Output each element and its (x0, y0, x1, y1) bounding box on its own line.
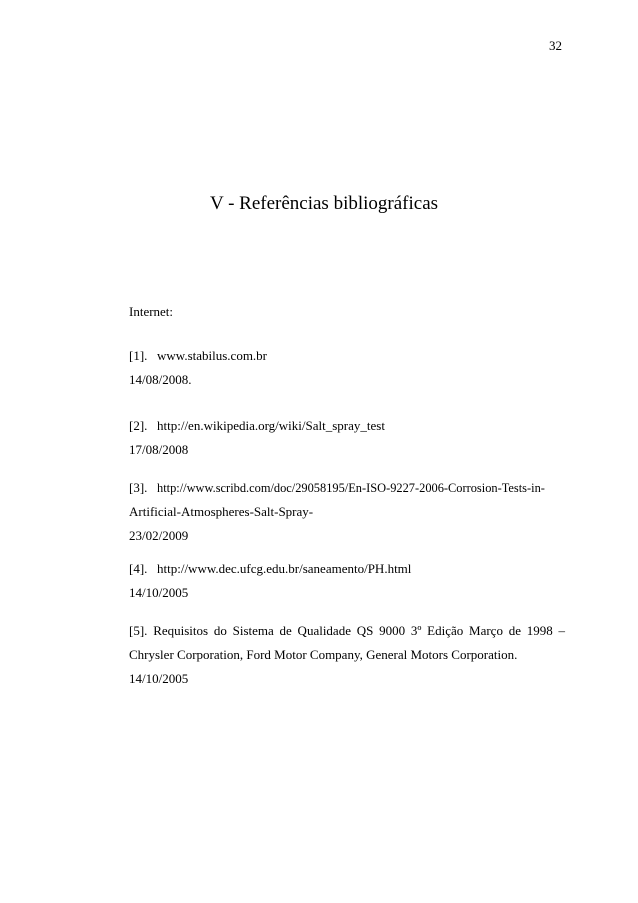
reference-3-link-continued[interactable]: Artificial-Atmospheres-Salt-Spray- (129, 504, 314, 519)
reference-3-number: [3]. (129, 480, 148, 495)
reference-3-date: 23/02/2009 (129, 528, 189, 543)
reference-2 (129, 414, 565, 462)
reference-1-line-1 (129, 344, 565, 368)
reference-4-link[interactable]: http://www.dec.ufcg.edu.br/saneamento/PH.html (157, 561, 412, 576)
reference-5 (129, 619, 565, 691)
page-title: V - Referências bibliográficas (209, 193, 439, 214)
reference-3-link[interactable]: http://www.scribd.com/doc/29058195/En-ISO-9227-2006-Corrosion-Tests-in- (157, 481, 545, 495)
reference-1-number: [1]. (129, 348, 148, 363)
reference-2-line-1 (129, 414, 565, 438)
reference-1-link[interactable]: www.stabilus.com.br (157, 348, 268, 363)
reference-1-date: 14/08/2008. (129, 372, 192, 387)
reference-4-line-1 (129, 557, 565, 581)
reference-3 (129, 476, 565, 548)
reference-5-number: [5]. (129, 623, 148, 638)
reference-4-number: [4]. (129, 561, 148, 576)
reference-2-date: 17/08/2008 (129, 442, 189, 457)
reference-5-date: 14/10/2005 (129, 671, 189, 686)
reference-2-link[interactable]: http://en.wikipedia.org/wiki/Salt_spray_test (157, 418, 385, 433)
reference-1 (129, 344, 565, 392)
reference-4-date: 14/10/2005 (129, 585, 189, 600)
reference-5-text-continued: Chrysler Corporation, Ford Motor Company, General Motors Corporation. (129, 647, 518, 662)
reference-4 (129, 557, 565, 605)
reference-3-line-1 (129, 476, 565, 500)
reference-5-text: Requisitos do Sistema de Qualidade QS 9000 3º Edição Março de 1998 – (153, 623, 565, 638)
page-number: 32 (549, 38, 562, 53)
reference-5-line-1 (129, 619, 565, 643)
reference-2-number: [2]. (129, 418, 148, 433)
section-label-internet: Internet: (129, 304, 174, 319)
